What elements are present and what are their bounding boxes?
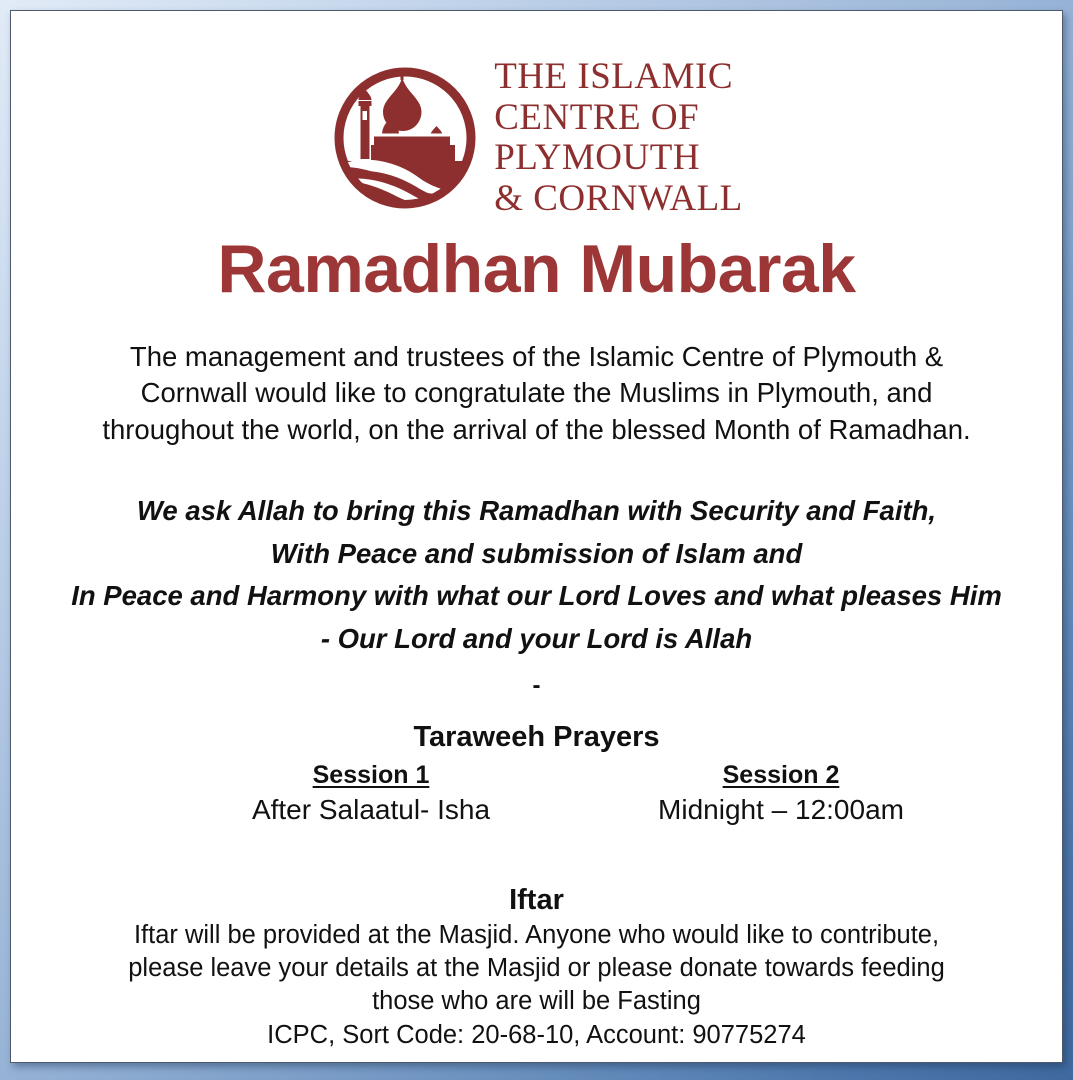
taraweeh-heading: Taraweeh Prayers [413,720,660,753]
intro-line-3: throughout the world, on the arrival of the blessed Month of Ramadhan. [102,413,971,445]
logo-wordmark [494,57,743,220]
mosque-in-circle-icon [330,63,480,213]
intro-paragraph [64,339,1009,448]
session-2-time: Midnight – 12:00am [658,794,904,826]
iftar-line-3: those who are will be Fasting [372,987,701,1016]
dua-line-3: In Peace and Harmony with what our Lord Loves and what pleases Him [71,580,1002,612]
logo-wordmark-line-1: THE ISLAMIC [494,56,733,97]
logo-wordmark-line-2: CENTRE OF [494,96,700,138]
session-1-time: After Salaatul- Isha [251,794,491,826]
page-title: Ramadhan Mubarak [217,230,856,307]
session-2-label: Session 2 [722,760,840,789]
bank-details: ICPC, Sort Code: 20-68-10, Account: 90775274 [267,1021,806,1050]
intro-line-2: Cornwall would like to congratulate the Muslims in Plymouth, and [140,377,933,409]
organisation-logo [43,57,1030,220]
iftar-line-1: Iftar will be provided at the Masjid. Anyone who would like to contribute, [133,920,940,949]
dua-line-4: - Our Lord and your Lord is Allah [320,622,753,654]
dua-line-1: We ask Allah to bring this Ramadhan with Security and Faith, [136,495,937,527]
iftar-line-2: please leave your details at the Masjid or please donate towards feeding [128,954,945,983]
poster-content [11,11,1062,1052]
poster-page [10,10,1063,1063]
dua-line-2: With Peace and submission of Islam and [270,537,803,569]
iftar-heading: Iftar [509,883,564,916]
dua-block [49,490,1024,661]
session-1-label: Session 1 [312,760,430,789]
iftar-paragraph [62,919,1012,1053]
intro-line-1: The management and trustees of the Islamic Centre of Plymouth & [129,341,944,373]
taraweeh-session-2 [591,760,971,827]
divider-dash: - [532,671,541,699]
logo-wordmark-line-4: & CORNWALL [494,178,743,220]
taraweeh-session-1 [181,760,561,827]
taraweeh-sessions [43,760,1030,832]
logo-wordmark-line-3: PLYMOUTH [494,137,701,179]
